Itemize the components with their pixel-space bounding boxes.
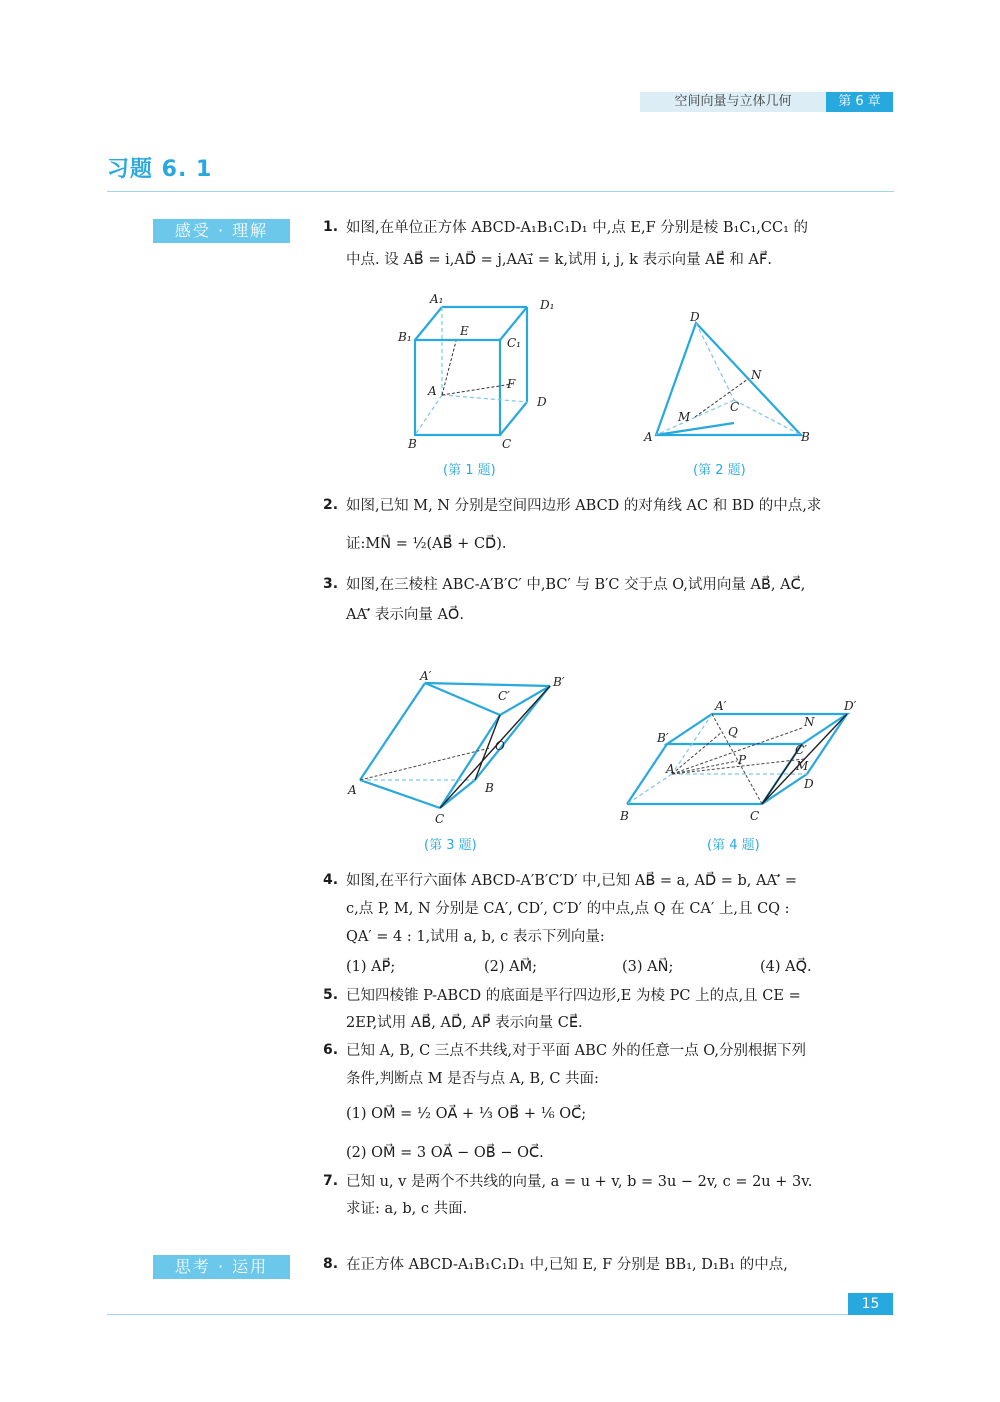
fig4-label: M	[796, 759, 809, 773]
question-number: 1.	[323, 219, 339, 235]
figure-caption: (第 2 题)	[693, 463, 746, 478]
fig4-label: D	[804, 777, 814, 791]
question-text-line: 2EP,试用 AB⃗, AD⃗, AP⃗ 表示向量 CE⃗.	[346, 1015, 583, 1031]
header-chapter-title: 空间向量与立体几何	[640, 92, 826, 112]
question-text-line: 条件,判断点 M 是否与点 A, B, C 共面:	[346, 1071, 599, 1087]
fig1-label: A	[428, 384, 437, 398]
sub-question: (1) OM⃗ = ½ OA⃗ + ⅓ OB⃗ + ⅙ OC⃗;	[346, 1106, 587, 1122]
tag-apply: 思考 · 运用	[153, 1255, 290, 1279]
figure-caption: (第 1 题)	[443, 463, 496, 478]
section-title: 习题 6. 1	[107, 157, 213, 182]
fig1-label: C	[502, 437, 512, 451]
fig1-label: F	[507, 377, 516, 391]
sub-question: (4) AQ⃗.	[760, 959, 812, 975]
fig4-label: B′	[657, 731, 669, 745]
question-text-line: QA′ = 4 : 1,试用 a, b, c 表示下列向量:	[346, 929, 605, 945]
figure-cube	[390, 285, 570, 453]
question-number: 2.	[323, 497, 339, 513]
fig4-label: N	[804, 715, 815, 729]
question-text-line: c,点 P, M, N 分别是 CA′, CD′, C′D′ 的中点,点 Q 在 CA′ 上,且 CQ :	[346, 901, 790, 917]
question-number: 7.	[323, 1173, 339, 1189]
fig4-label: C	[750, 809, 760, 823]
fig3-label: A′	[420, 669, 432, 683]
title-rule	[107, 191, 894, 192]
question-text-line: 如图,在平行六面体 ABCD-A′B′C′D′ 中,已知 AB⃗ = a, AD⃗ = b, AA′⃗ =	[346, 873, 797, 889]
figure-prism	[340, 668, 580, 828]
fig1-label: B₁	[398, 330, 412, 344]
fig1-label: D₁	[540, 298, 555, 312]
fig1-label: C₁	[507, 336, 521, 350]
header-chapter-badge: 第 6 章	[826, 92, 893, 112]
question-number: 5.	[323, 987, 339, 1003]
question-text-line: AA′⃗ 表示向量 AO⃗.	[346, 607, 464, 623]
sub-question: (2) OM⃗ = 3 OA⃗ − OB⃗ − OC⃗.	[346, 1145, 544, 1161]
question-number: 4.	[323, 872, 339, 888]
question-text-line: 已知四棱锥 P-ABCD 的底面是平行四边形,E 为棱 PC 上的点,且 CE =	[346, 988, 801, 1004]
fig2-label: C	[730, 400, 740, 414]
fig4-label: D′	[844, 699, 857, 713]
fig3-label: C	[435, 812, 445, 826]
sub-question: (2) AM⃗;	[484, 959, 538, 975]
question-text-line: 中点. 设 AB⃗ = i,AD⃗ = j,AA₁⃗ = k,试用 i, j, k 表示向量 AE⃗ 和 AF⃗.	[346, 252, 772, 268]
question-text-line: 如图,已知 M, N 分别是空间四边形 ABCD 的对角线 AC 和 BD 的中点,求	[346, 498, 822, 514]
figure-tetrahedron	[636, 305, 816, 453]
question-text-line: 在正方体 ABCD-A₁B₁C₁D₁ 中,已知 E, F 分别是 BB₁, D₁B₁ 的中点,	[346, 1257, 788, 1273]
tag-understand: 感受 · 理解	[153, 219, 290, 243]
figure-caption: (第 4 题)	[707, 838, 760, 853]
question-text-line: 求证: a, b, c 共面.	[346, 1201, 468, 1217]
sub-question: (3) AN⃗;	[622, 959, 674, 975]
question-text-line: 如图,在三棱柱 ABC-A′B′C′ 中,BC′ 与 B′C 交于点 O,试用向量 AB⃗, AC⃗,	[346, 577, 806, 593]
fig4-label: Q	[728, 725, 738, 739]
question-text-line: 已知 u, v 是两个不共线的向量, a = u + v, b = 3u − 2v, c = 2u + 3v.	[346, 1174, 813, 1190]
question-number: 8.	[323, 1256, 339, 1272]
fig4-label: C′	[795, 743, 807, 757]
footer-rule	[107, 1314, 894, 1315]
figure-parallelepiped	[612, 696, 882, 828]
fig3-label: B′	[553, 675, 565, 689]
fig4-label: A′	[715, 699, 727, 713]
fig2-label: N	[751, 368, 762, 382]
fig1-label: B	[408, 437, 417, 451]
figure-caption: (第 3 题)	[424, 838, 477, 853]
question-text-line: 如图,在单位正方体 ABCD-A₁B₁C₁D₁ 中,点 E,F 分别是棱 B₁C₁,CC₁ 的	[346, 220, 808, 236]
question-number: 3.	[323, 576, 339, 592]
fig1-label: A₁	[430, 292, 444, 306]
fig2-label: A	[644, 430, 653, 444]
sub-question: (1) AP⃗;	[346, 959, 396, 975]
fig4-label: B	[620, 809, 629, 823]
fig2-label: B	[801, 430, 810, 444]
fig4-label: P	[738, 753, 747, 767]
fig3-label: O	[495, 739, 505, 753]
fig3-label: B	[485, 781, 494, 795]
fig2-label: M	[678, 410, 691, 424]
question-text-line: 证:MN⃗ = ½(AB⃗ + CD⃗).	[346, 536, 507, 552]
fig1-label: D	[537, 395, 547, 409]
question-text-line: 已知 A, B, C 三点不共线,对于平面 ABC 外的任意一点 O,分别根据下列	[346, 1043, 806, 1059]
fig2-label: D	[690, 310, 700, 324]
fig1-label: E	[460, 324, 469, 338]
fig3-label: A	[348, 783, 357, 797]
fig4-label: A	[666, 762, 675, 776]
question-number: 6.	[323, 1042, 339, 1058]
fig3-label: C′	[498, 689, 510, 703]
page-number: 15	[848, 1293, 893, 1315]
